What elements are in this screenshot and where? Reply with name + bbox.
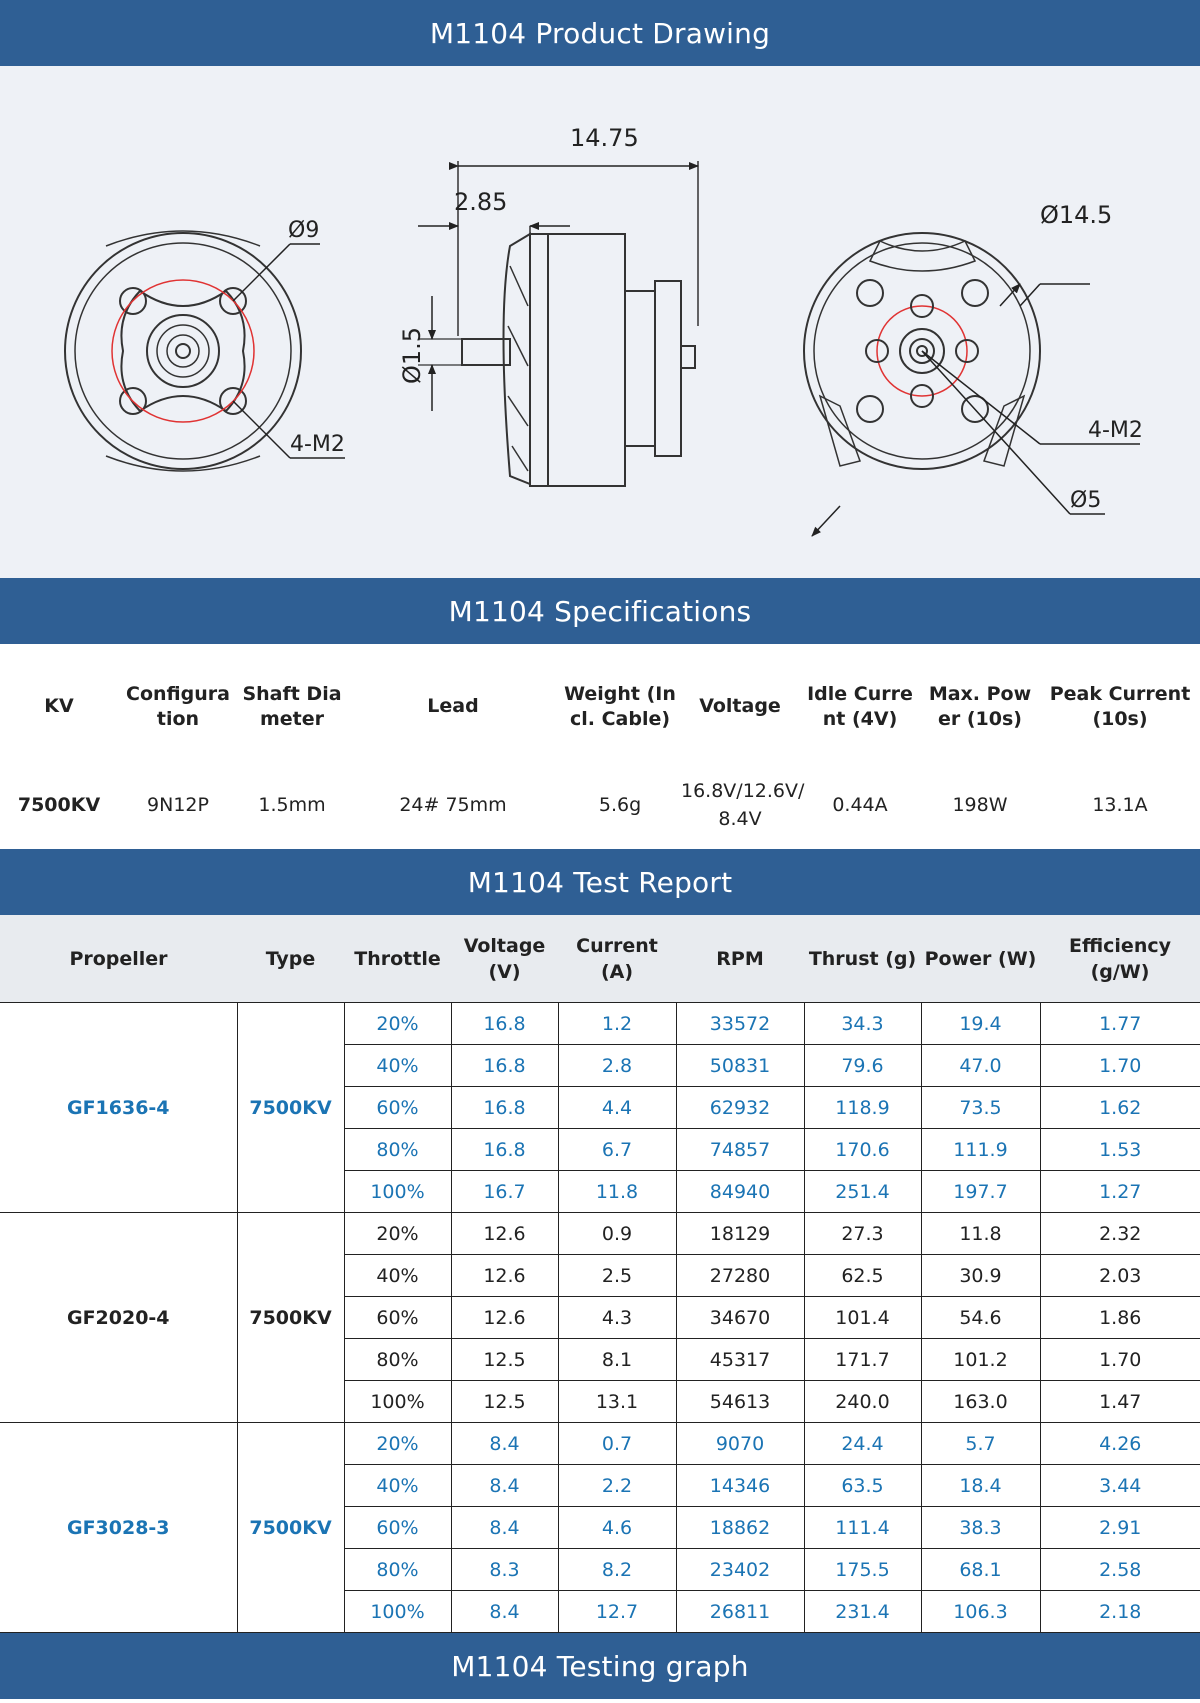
thrust-cell: 171.7	[804, 1339, 921, 1381]
spec-header: Idle Current (4V)	[807, 682, 913, 730]
spec-header-row	[0, 644, 1200, 769]
efficiency-cell: 1.62	[1040, 1087, 1200, 1129]
rpm-cell: 34670	[676, 1297, 804, 1339]
spec-value: 9N12P	[147, 794, 209, 816]
spec-value: 5.6g	[598, 794, 642, 816]
test-report-table	[0, 915, 1200, 1633]
front-holes-label: 4-M2	[290, 432, 345, 457]
throttle-cell: 80%	[344, 1549, 451, 1591]
rpm-cell: 84940	[676, 1171, 804, 1213]
spec-value: 0.44A	[832, 794, 888, 816]
throttle-cell: 20%	[344, 1213, 451, 1255]
rpm-cell: 62932	[676, 1087, 804, 1129]
rpm-cell: 74857	[676, 1129, 804, 1171]
current-cell: 8.1	[558, 1339, 676, 1381]
rpm-cell: 9070	[676, 1423, 804, 1465]
throttle-cell: 60%	[344, 1297, 451, 1339]
power-cell: 54.6	[921, 1297, 1040, 1339]
rpm-cell: 14346	[676, 1465, 804, 1507]
spec-header: Voltage	[699, 695, 781, 717]
propeller-cell: GF2020-4	[0, 1213, 237, 1423]
power-cell: 19.4	[921, 1003, 1040, 1045]
rpm-cell: 45317	[676, 1339, 804, 1381]
efficiency-cell: 1.70	[1040, 1045, 1200, 1087]
voltage-cell: 16.8	[451, 1087, 558, 1129]
power-cell: 5.7	[921, 1423, 1040, 1465]
spec-value: 16.8V/12.6V/ 8.4V	[681, 780, 805, 830]
rear-holes-label: 4-M2	[1088, 418, 1143, 443]
efficiency-cell: 3.44	[1040, 1465, 1200, 1507]
current-cell: 8.2	[558, 1549, 676, 1591]
test-header: Current (A)	[558, 915, 676, 1003]
throttle-cell: 20%	[344, 1003, 451, 1045]
throttle-cell: 20%	[344, 1423, 451, 1465]
efficiency-cell: 2.18	[1040, 1591, 1200, 1633]
rpm-cell: 54613	[676, 1381, 804, 1423]
testing-graph-header	[0, 1633, 1200, 1699]
thrust-cell: 79.6	[804, 1045, 921, 1087]
length-label: 14.75	[570, 124, 639, 152]
current-cell: 13.1	[558, 1381, 676, 1423]
power-cell: 111.9	[921, 1129, 1040, 1171]
table-row	[0, 1213, 1200, 1255]
table-row	[0, 1423, 1200, 1465]
motor-drawing-svg	[0, 66, 1200, 578]
voltage-cell: 8.4	[451, 1507, 558, 1549]
test-header-row	[0, 915, 1200, 1003]
current-cell: 0.9	[558, 1213, 676, 1255]
voltage-cell: 16.8	[451, 1003, 558, 1045]
product-drawing	[0, 66, 1200, 578]
efficiency-cell: 1.47	[1040, 1381, 1200, 1423]
current-cell: 11.8	[558, 1171, 676, 1213]
spec-value: 198W	[952, 794, 1008, 816]
spec-value: 13.1A	[1092, 794, 1148, 816]
voltage-cell: 8.4	[451, 1465, 558, 1507]
efficiency-cell: 2.03	[1040, 1255, 1200, 1297]
thrust-cell: 251.4	[804, 1171, 921, 1213]
current-cell: 4.3	[558, 1297, 676, 1339]
throttle-cell: 60%	[344, 1507, 451, 1549]
efficiency-cell: 1.70	[1040, 1339, 1200, 1381]
power-cell: 163.0	[921, 1381, 1040, 1423]
spec-value: 7500KV	[17, 794, 101, 816]
voltage-cell: 16.7	[451, 1171, 558, 1213]
offset-label: 2.85	[454, 188, 508, 216]
type-cell: 7500KV	[237, 1213, 344, 1423]
voltage-cell: 8.4	[451, 1591, 558, 1633]
throttle-cell: 80%	[344, 1129, 451, 1171]
power-cell: 101.2	[921, 1339, 1040, 1381]
specifications-table	[0, 644, 1200, 849]
type-cell: 7500KV	[237, 1423, 344, 1633]
rpm-cell: 33572	[676, 1003, 804, 1045]
throttle-cell: 100%	[344, 1171, 451, 1213]
current-cell: 2.2	[558, 1465, 676, 1507]
throttle-cell: 40%	[344, 1465, 451, 1507]
thrust-cell: 175.5	[804, 1549, 921, 1591]
power-cell: 197.7	[921, 1171, 1040, 1213]
current-cell: 4.4	[558, 1087, 676, 1129]
voltage-cell: 12.6	[451, 1297, 558, 1339]
thrust-cell: 240.0	[804, 1381, 921, 1423]
product-drawing-header	[0, 0, 1200, 66]
rpm-cell: 27280	[676, 1255, 804, 1297]
test-header: Power (W)	[921, 915, 1040, 1003]
efficiency-cell: 1.86	[1040, 1297, 1200, 1339]
thrust-cell: 231.4	[804, 1591, 921, 1633]
test-header: Throttle	[344, 915, 451, 1003]
throttle-cell: 80%	[344, 1339, 451, 1381]
spec-header: Shaft Diameter	[242, 682, 342, 730]
thrust-cell: 34.3	[804, 1003, 921, 1045]
table-row	[0, 1003, 1200, 1045]
voltage-cell: 12.6	[451, 1213, 558, 1255]
spec-header: Lead	[427, 695, 479, 717]
section-title: M1104 Testing graph	[451, 1649, 749, 1683]
efficiency-cell: 4.26	[1040, 1423, 1200, 1465]
spec-header: KV	[44, 695, 74, 717]
current-cell: 4.6	[558, 1507, 676, 1549]
test-header: Thrust (g)	[804, 915, 921, 1003]
current-cell: 6.7	[558, 1129, 676, 1171]
voltage-cell: 12.5	[451, 1381, 558, 1423]
power-cell: 68.1	[921, 1549, 1040, 1591]
power-cell: 11.8	[921, 1213, 1040, 1255]
efficiency-cell: 1.53	[1040, 1129, 1200, 1171]
test-header: Type	[237, 915, 344, 1003]
spec-value-row	[0, 769, 1200, 841]
efficiency-cell: 2.91	[1040, 1507, 1200, 1549]
test-report-header	[0, 849, 1200, 915]
throttle-cell: 100%	[344, 1591, 451, 1633]
power-cell: 38.3	[921, 1507, 1040, 1549]
section-title: M1104 Product Drawing	[429, 16, 771, 50]
spec-value: 24# 75mm	[399, 794, 507, 816]
test-header: Propeller	[0, 915, 237, 1003]
section-title: M1104 Specifications	[448, 594, 752, 628]
throttle-cell: 60%	[344, 1087, 451, 1129]
rpm-cell: 23402	[676, 1549, 804, 1591]
thrust-cell: 24.4	[804, 1423, 921, 1465]
voltage-cell: 8.4	[451, 1423, 558, 1465]
spec-header: Weight (Incl. Cable)	[564, 682, 676, 730]
thrust-cell: 111.4	[804, 1507, 921, 1549]
shaft-label: Ø1.5	[398, 326, 426, 384]
thrust-cell: 62.5	[804, 1255, 921, 1297]
thrust-cell: 27.3	[804, 1213, 921, 1255]
current-cell: 2.5	[558, 1255, 676, 1297]
thrust-cell: 118.9	[804, 1087, 921, 1129]
spec-value: 1.5mm	[258, 794, 326, 816]
thrust-cell: 63.5	[804, 1465, 921, 1507]
efficiency-cell: 2.58	[1040, 1549, 1200, 1591]
efficiency-cell: 2.32	[1040, 1213, 1200, 1255]
current-cell: 2.8	[558, 1045, 676, 1087]
rear-inner-label: Ø5	[1070, 488, 1102, 513]
voltage-cell: 16.8	[451, 1045, 558, 1087]
throttle-cell: 40%	[344, 1255, 451, 1297]
efficiency-cell: 1.77	[1040, 1003, 1200, 1045]
power-cell: 18.4	[921, 1465, 1040, 1507]
throttle-cell: 40%	[344, 1045, 451, 1087]
rpm-cell: 50831	[676, 1045, 804, 1087]
propeller-cell: GF1636-4	[0, 1003, 237, 1213]
rpm-cell: 18862	[676, 1507, 804, 1549]
test-header: Voltage (V)	[451, 915, 558, 1003]
specifications-header	[0, 578, 1200, 644]
front-diameter-label: Ø9	[288, 218, 320, 243]
thrust-cell: 101.4	[804, 1297, 921, 1339]
spec-header: Peak Current(10s)	[1049, 682, 1191, 730]
current-cell: 1.2	[558, 1003, 676, 1045]
power-cell: 30.9	[921, 1255, 1040, 1297]
test-header: RPM	[676, 915, 804, 1003]
power-cell: 47.0	[921, 1045, 1040, 1087]
thrust-cell: 170.6	[804, 1129, 921, 1171]
rpm-cell: 26811	[676, 1591, 804, 1633]
voltage-cell: 16.8	[451, 1129, 558, 1171]
voltage-cell: 12.5	[451, 1339, 558, 1381]
spec-header: Configuration	[126, 682, 230, 730]
throttle-cell: 100%	[344, 1381, 451, 1423]
rpm-cell: 18129	[676, 1213, 804, 1255]
power-cell: 106.3	[921, 1591, 1040, 1633]
voltage-cell: 8.3	[451, 1549, 558, 1591]
test-header: Efficiency (g/W)	[1040, 915, 1200, 1003]
section-title: M1104 Test Report	[467, 865, 733, 899]
spec-header: Max. Power (10s)	[928, 682, 1032, 730]
voltage-cell: 12.6	[451, 1255, 558, 1297]
rear-diameter-label: Ø14.5	[1040, 201, 1113, 229]
current-cell: 12.7	[558, 1591, 676, 1633]
power-cell: 73.5	[921, 1087, 1040, 1129]
propeller-cell: GF3028-3	[0, 1423, 237, 1633]
type-cell: 7500KV	[237, 1003, 344, 1213]
current-cell: 0.7	[558, 1423, 676, 1465]
efficiency-cell: 1.27	[1040, 1171, 1200, 1213]
